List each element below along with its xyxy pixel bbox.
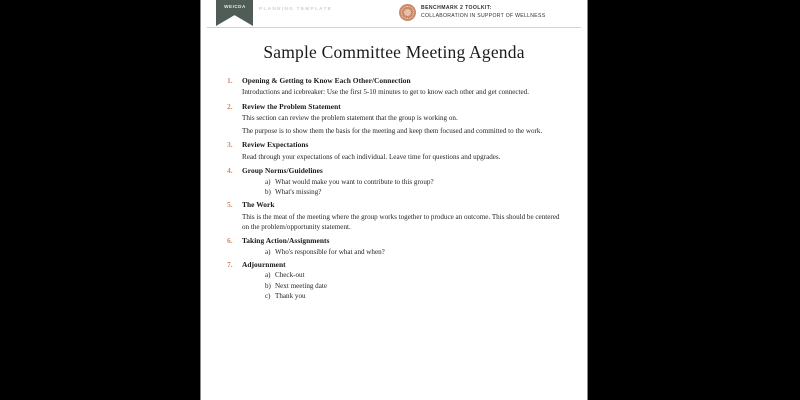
agenda-subitem-text: Check-out	[275, 271, 305, 280]
medallion-icon	[399, 4, 416, 21]
agenda-subitem-marker: c)	[265, 292, 271, 301]
agenda-item-title: Review Expectations	[242, 140, 309, 150]
agenda-item-number: 2.	[227, 101, 233, 111]
benchmark-subtitle: COLLABORATION IN SUPPORT OF WELLNESS	[421, 12, 546, 19]
agenda-subitem	[265, 292, 563, 300]
page-title: Sample Committee Meeting Agenda	[263, 42, 525, 62]
agenda-item-heading	[227, 140, 563, 149]
agenda-subitem-text: Thank you	[275, 292, 306, 301]
agenda-list	[201, 76, 587, 300]
agenda-item	[227, 236, 563, 255]
agenda-item-number: 5.	[227, 200, 233, 210]
brand-logo-text: WEICDA	[224, 4, 246, 9]
agenda-item-number: 3.	[227, 140, 233, 150]
benchmark-text	[421, 5, 545, 20]
agenda-item-heading	[227, 102, 563, 111]
agenda-subitem	[265, 178, 563, 186]
agenda-subitem	[265, 248, 563, 256]
agenda-item-title: Review the Problem Statement	[242, 101, 341, 111]
page-header	[201, 0, 587, 28]
agenda-item-body: This section can review the problem statement that the group is working on.	[242, 114, 458, 123]
agenda-subitem-marker: a)	[265, 247, 271, 256]
agenda-item-body: The purpose is to show them the basis for the meeting and keep them focused and committed to the work.	[242, 126, 543, 135]
agenda-item-body: Introductions and icebreaker: Use the first 5-10 minutes to get to know each other and get connected.	[242, 88, 530, 97]
agenda-subitem-marker: b)	[265, 281, 271, 290]
agenda-subitem-text: Who's responsible for what and when?	[275, 247, 385, 256]
agenda-item-number: 6.	[227, 236, 233, 246]
agenda-item	[227, 166, 563, 196]
document-page	[200, 0, 588, 400]
agenda-subitem-list	[227, 271, 563, 300]
agenda-item-number: 4.	[227, 166, 233, 176]
agenda-subitem-list	[227, 248, 563, 256]
agenda-item-heading	[227, 166, 563, 175]
agenda-item-body: Read through your expectations of each individual. Leave time for questions and upgrades.	[242, 152, 501, 161]
benchmark-block	[399, 4, 545, 21]
agenda-item-title: Taking Action/Assignments	[242, 236, 330, 246]
agenda-item-heading	[227, 236, 563, 245]
agenda-subitem	[265, 271, 563, 279]
agenda-item-body: This is the meat of the meeting where the group works together to produce an outcome. This should be centered on the problem/opportunity statement.	[242, 212, 560, 231]
agenda-subitem-marker: a)	[265, 177, 271, 186]
agenda-item-title: The Work	[242, 200, 275, 210]
agenda-item-title: Group Norms/Guidelines	[242, 166, 323, 176]
agenda-subitem-text: Next meeting date	[275, 281, 328, 290]
planning-template-label: PLANNING TEMPLATE	[259, 7, 333, 12]
agenda-subitem-list	[227, 178, 563, 196]
agenda-item-title: Adjournment	[242, 260, 286, 270]
header-divider	[207, 27, 581, 28]
agenda-item-number: 1.	[227, 76, 233, 85]
agenda-item-heading	[227, 200, 563, 209]
agenda-subitem	[265, 188, 563, 196]
agenda-subitem	[265, 282, 563, 290]
agenda-subitem-marker: a)	[265, 271, 271, 280]
agenda-subitem-text: What's missing?	[275, 187, 322, 196]
agenda-item-title: Opening & Getting to Know Each Other/Connection	[242, 76, 411, 85]
agenda-item-heading	[227, 76, 563, 85]
benchmark-title: BENCHMARK 2 TOOLKIT:	[421, 5, 492, 12]
agenda-item	[227, 260, 563, 300]
agenda-item-number: 7.	[227, 260, 233, 270]
agenda-item	[227, 140, 563, 161]
agenda-item	[227, 102, 563, 136]
agenda-subitem-text: What would make you want to contribute to this group?	[275, 177, 434, 186]
agenda-item	[227, 200, 563, 232]
agenda-item-heading	[227, 260, 563, 269]
agenda-item	[227, 76, 563, 97]
agenda-subitem-marker: b)	[265, 187, 271, 196]
